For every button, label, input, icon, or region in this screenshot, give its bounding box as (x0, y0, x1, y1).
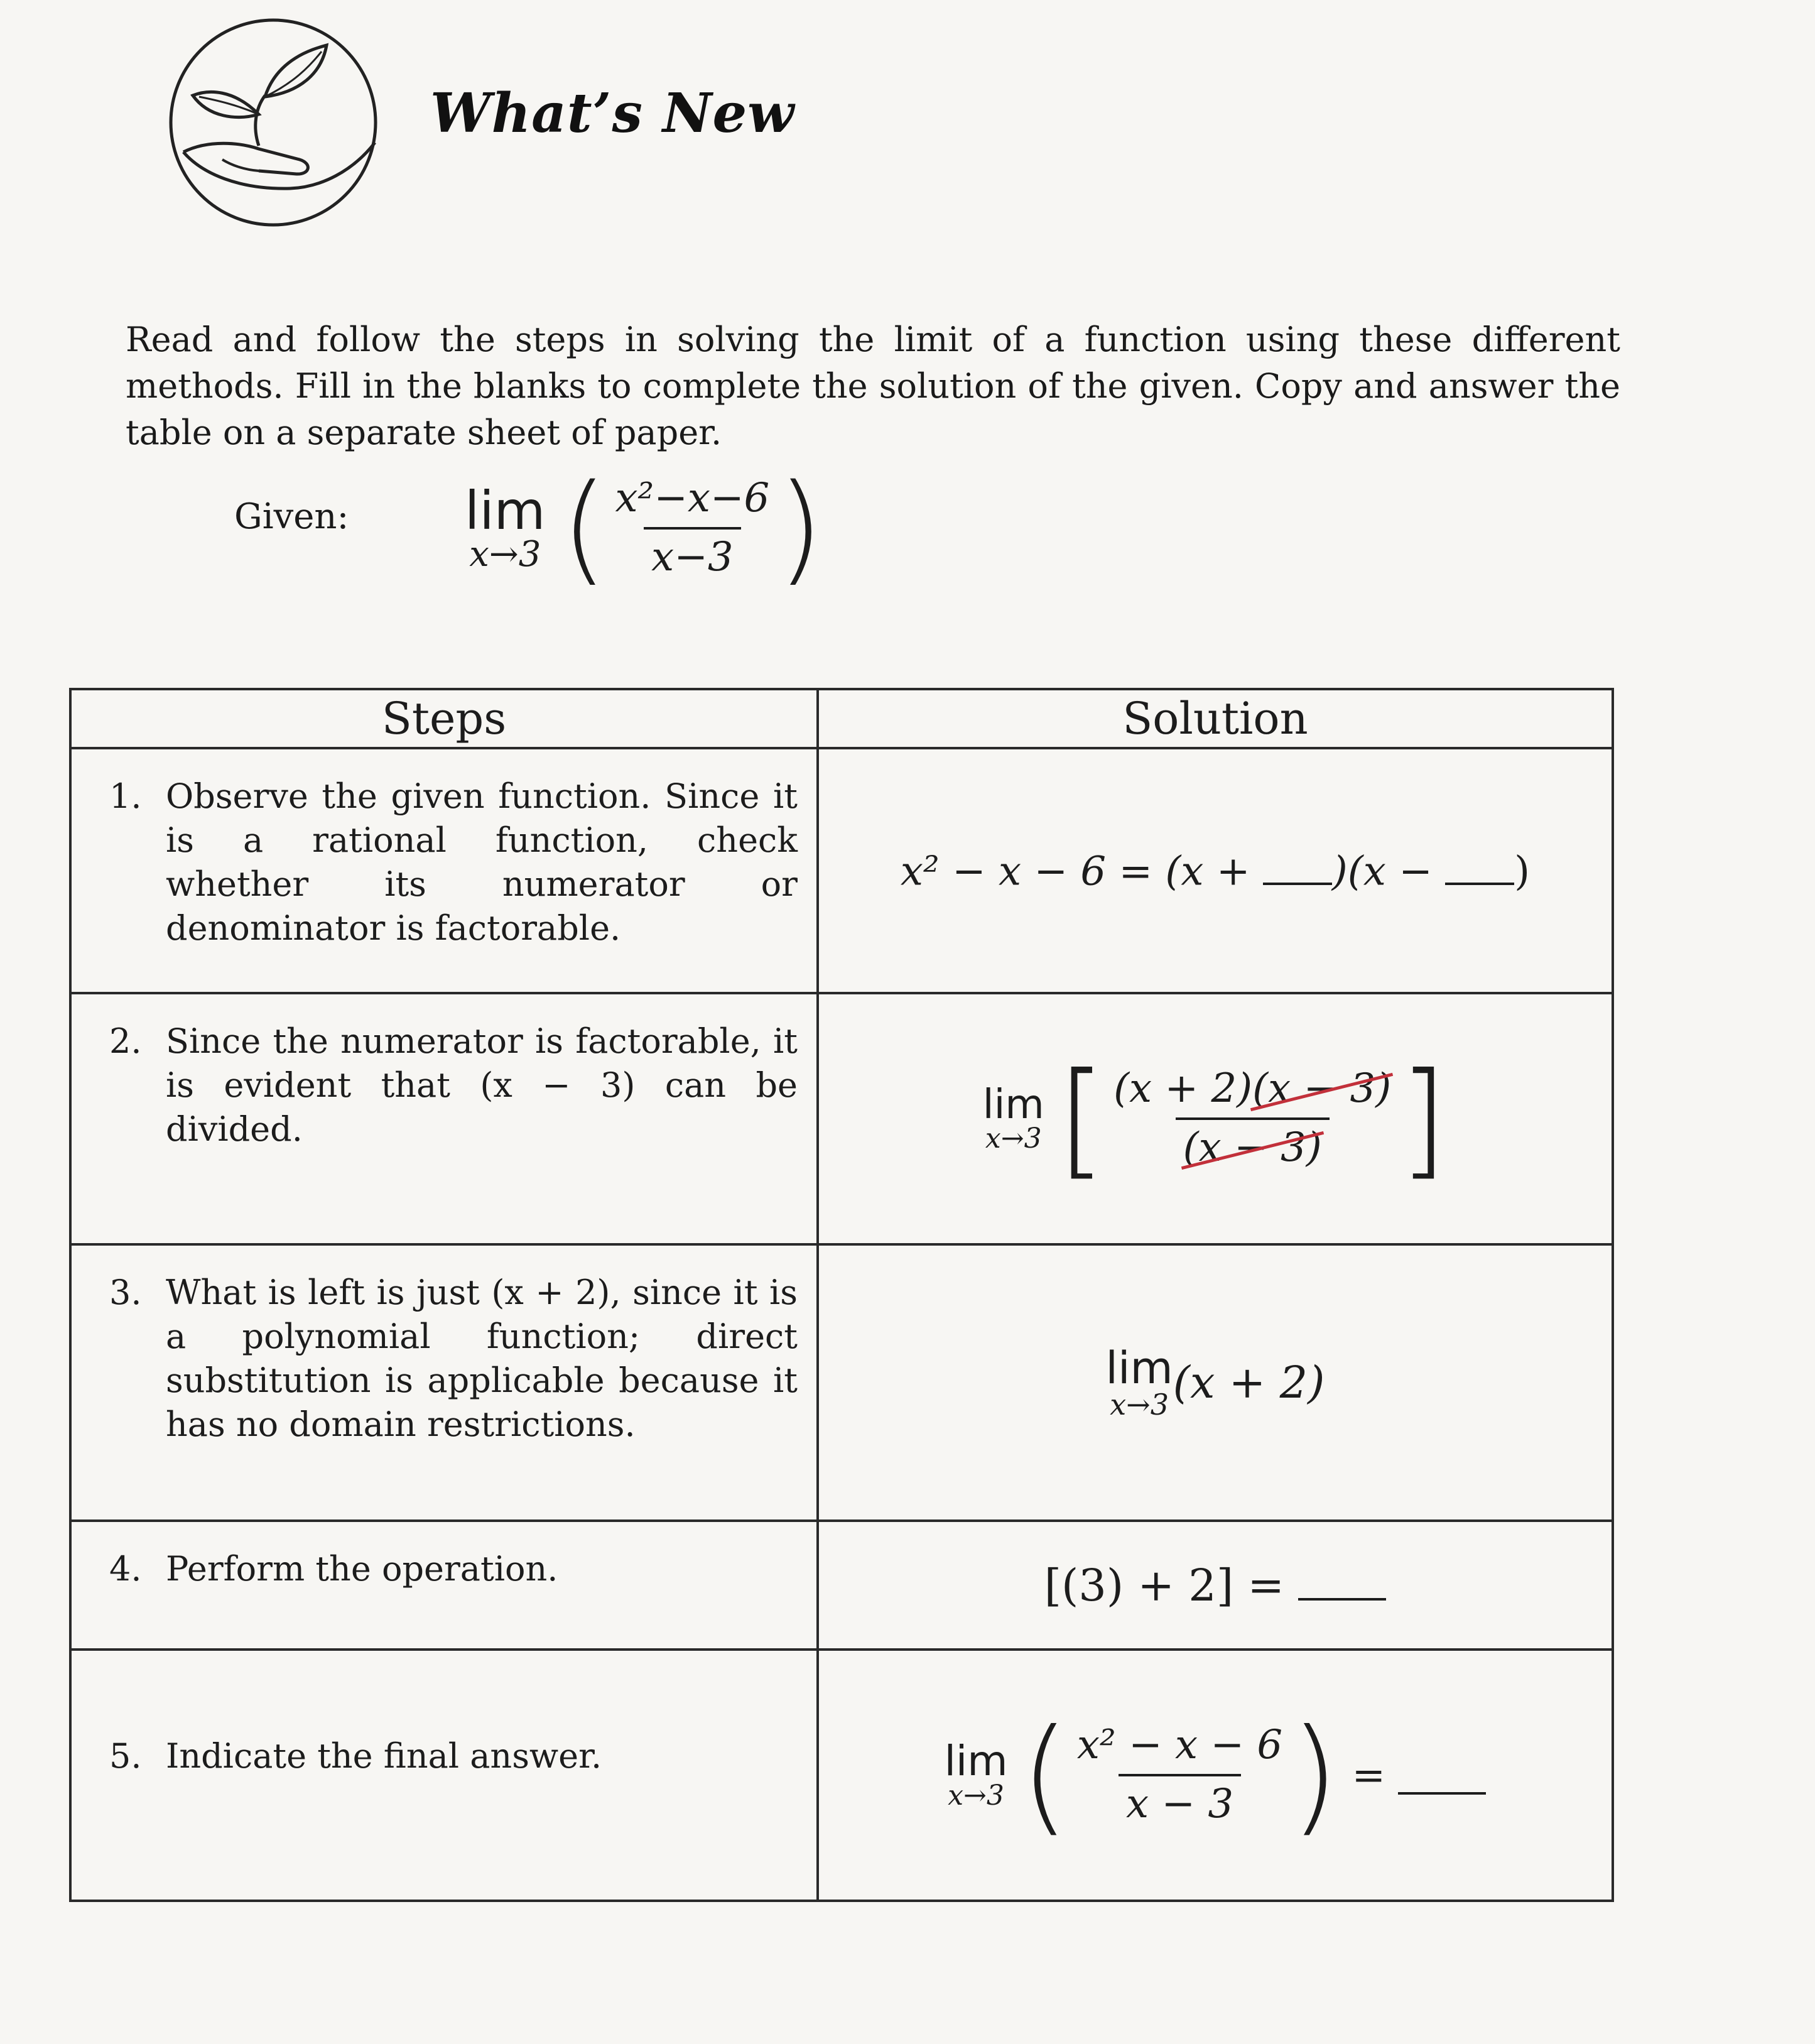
solution-5: lim x→3 ( $\frac{\text{x² − x − 6}}{x - 3}$ ) = (818, 1650, 1613, 1901)
given-expression: lim x→3 ( $\frac{\text{x²−x−6}}{x-3}$ ) (465, 459, 824, 597)
table-row (70, 1244, 1613, 1521)
table-row (70, 1650, 1613, 1901)
instructions: Read and follow the steps in solving the limit of a function using these different methods. Fill in the blanks to complete the solution of the given. Copy and answer the table on a separate sheet of paper. (126, 320, 1620, 452)
given-fraction: $\frac{\text{x²−x−6}}{x-3}$ (615, 474, 770, 580)
given-label: Given: (234, 496, 349, 537)
cancelled-factor: (x − 3) (1183, 1124, 1322, 1171)
table-row (70, 1521, 1613, 1650)
table-header-row (70, 689, 1613, 748)
step-3: 3. What is left is just (x + 2), since it is a polynomial function; direct substitution is applicable because it has no domain restrictions. (109, 1273, 798, 1444)
answer-blank[interactable] (1445, 846, 1514, 885)
step-4: 4. Perform the operation. (109, 1549, 558, 1589)
limit-operator: lim x→3 (465, 479, 546, 575)
cancelled-factor: (x − 3) (1252, 1065, 1392, 1112)
plant-in-hand-icon (165, 14, 382, 231)
step-5: 5. Indicate the final answer. (109, 1736, 602, 1776)
header-steps: Steps (70, 689, 818, 748)
answer-blank[interactable] (1263, 846, 1332, 885)
step-1: 1. Observe the given function. Since it is a rational function, check whether its numerator or denominator is factorable. (109, 776, 798, 948)
answer-blank[interactable] (1298, 1562, 1386, 1601)
header-solution: Solution (818, 689, 1613, 748)
solution-2: lim x→3 [ $\frac{(x + 2)(x - 3)}{(x - 3)}$ ] (818, 993, 1613, 1244)
steps-table (69, 688, 1614, 1902)
solution-4: [(3) + 2] = (818, 1521, 1613, 1650)
step-2: 2. Since the numerator is factorable, it is evident that (x − 3) can be divided. (109, 1021, 798, 1149)
solution-1: x² − x − 6 = (x + )(x − ) (818, 748, 1613, 993)
section-title: What’s New (430, 82, 795, 145)
table-row (70, 993, 1613, 1244)
answer-blank[interactable] (1398, 1756, 1486, 1795)
solution-3: lim x→3 (x + 2) (818, 1244, 1613, 1521)
table-row (70, 748, 1613, 993)
